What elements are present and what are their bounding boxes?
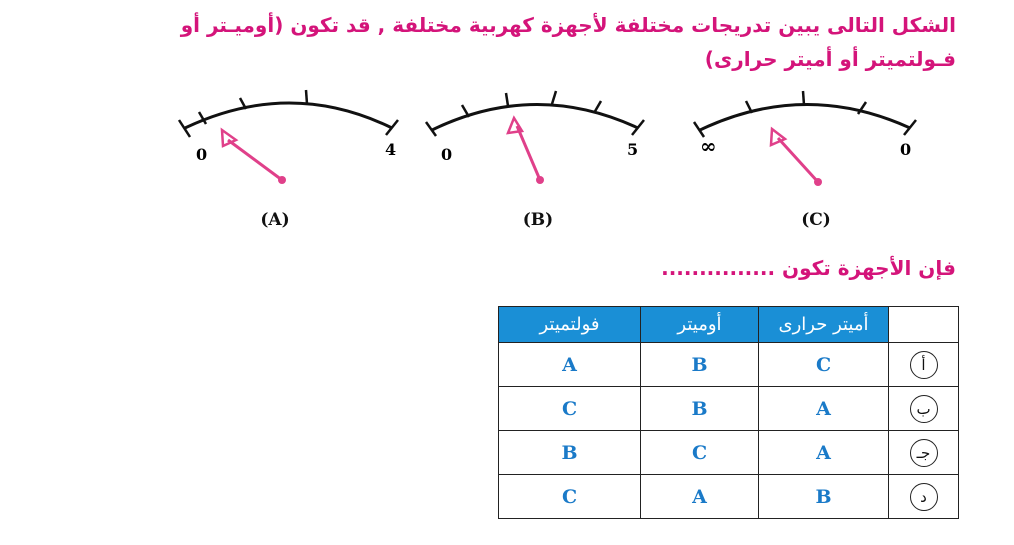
table-cell: C bbox=[499, 387, 641, 431]
choice-cell[interactable] bbox=[889, 431, 959, 475]
header-thermal-ammeter: أميتر حرارى bbox=[759, 307, 889, 343]
table-cell: C bbox=[499, 475, 641, 519]
answer-table bbox=[498, 306, 959, 519]
table-cell: B bbox=[641, 343, 759, 387]
choice-cell[interactable] bbox=[889, 475, 959, 519]
dial-c bbox=[694, 91, 916, 186]
table-row[interactable] bbox=[499, 343, 959, 387]
header-blank bbox=[889, 307, 959, 343]
dial-a-end: 4 bbox=[385, 140, 397, 159]
question-text: الشكل التالى يبين تدريجات مختلفة لأجهزة كهربية مختلفة , قد تكون (أوميـتر أو فـولتميتر أو أميتر حرارى) bbox=[180, 13, 956, 71]
choice-marker[interactable]: د bbox=[910, 483, 938, 511]
choice-marker[interactable]: ب bbox=[910, 395, 938, 423]
table-cell: B bbox=[759, 475, 889, 519]
choice-cell[interactable] bbox=[889, 343, 959, 387]
dial-b-label: (B) bbox=[522, 210, 554, 230]
answer-prompt: فإن الأجهزة تكون ............... bbox=[661, 256, 956, 280]
table-row[interactable] bbox=[499, 475, 959, 519]
table-cell: A bbox=[499, 343, 641, 387]
dial-a-label: (A) bbox=[260, 210, 290, 230]
header-voltmeter: فولتميتر bbox=[499, 307, 641, 343]
table-cell: B bbox=[499, 431, 641, 475]
table-header-row bbox=[499, 307, 959, 343]
dial-b-start: 0 bbox=[441, 145, 453, 164]
table-cell: B bbox=[641, 387, 759, 431]
choice-cell[interactable] bbox=[889, 387, 959, 431]
dial-c-label: (C) bbox=[801, 210, 831, 230]
choice-marker[interactable]: جـ bbox=[910, 439, 938, 467]
header-ohmmeter: أوميتر bbox=[641, 307, 759, 343]
table-cell: A bbox=[759, 387, 889, 431]
dial-c-end: 0 bbox=[900, 140, 912, 159]
choice-marker[interactable]: أ bbox=[910, 351, 938, 379]
dial-a-start: 0 bbox=[196, 145, 208, 164]
table-row[interactable] bbox=[499, 431, 959, 475]
dial-a bbox=[179, 90, 398, 184]
table-cell: C bbox=[641, 431, 759, 475]
table-cell: A bbox=[641, 475, 759, 519]
table-cell: C bbox=[759, 343, 889, 387]
table-cell: A bbox=[759, 431, 889, 475]
dial-b bbox=[426, 91, 644, 184]
dial-b-end: 5 bbox=[627, 140, 639, 159]
dial-c-start: ∞ bbox=[700, 134, 717, 158]
table-row[interactable] bbox=[499, 387, 959, 431]
